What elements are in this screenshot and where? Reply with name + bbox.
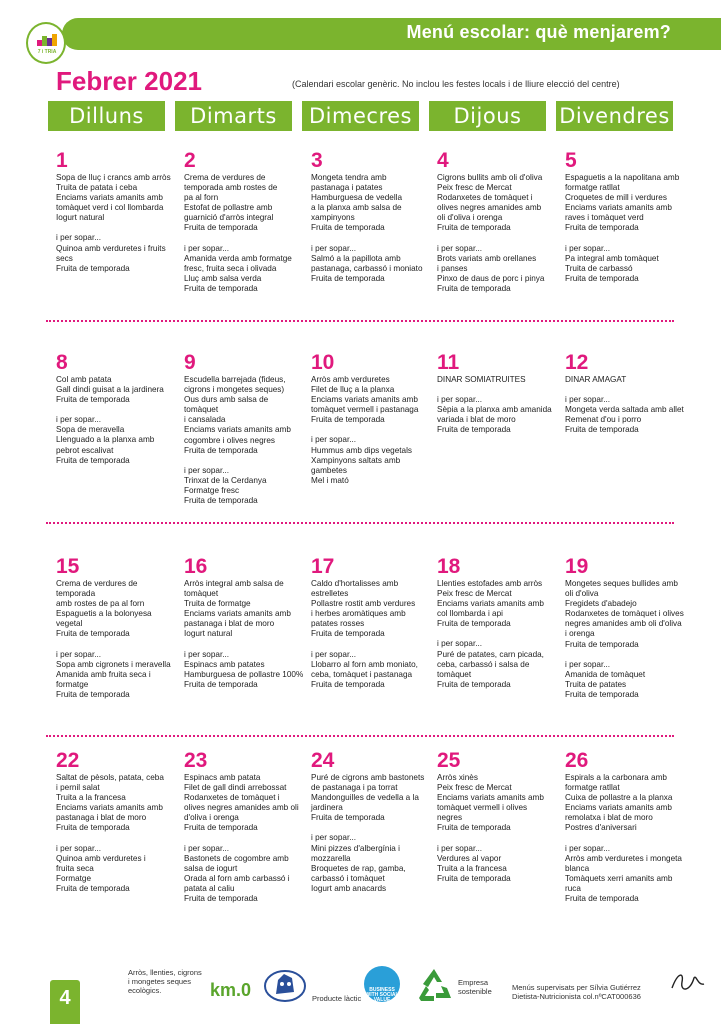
menu-line: i per sopar...: [56, 649, 102, 659]
menu-line: Fruita de temporada: [56, 395, 130, 405]
menu-line: i per sopar...: [565, 659, 611, 669]
day-cell: [437, 150, 557, 294]
menu-line: Enciams variats amanits amb: [56, 193, 163, 203]
menu-line: Postres d'aniversari: [565, 823, 637, 833]
menu-line: Cigrons bullits amb oli d'oliva: [437, 173, 543, 182]
menu-line: mozzarella: [311, 853, 351, 863]
menu-line: Crema de verdures de temporada: [56, 579, 140, 599]
page-title: Menú escolar: què menjarem?: [406, 22, 671, 42]
menu-line: vegetal: [56, 619, 83, 629]
menu-line: Quinoa amb verduretes i fruits: [56, 243, 166, 253]
day-cell: [565, 750, 685, 904]
menu-line: Fruita de temporada: [437, 873, 511, 883]
day-header-dilluns: Dilluns: [48, 101, 165, 131]
menu-line: Mandonguilles de vedella a la: [311, 793, 419, 803]
business-social-value-logo: BUSINESS WITH SOCIAL VALUE: [364, 966, 400, 1002]
menu-line: Sopa de meravella: [56, 425, 125, 435]
menu-line: Fruita de temporada: [437, 679, 511, 689]
menu-line: fruita seca: [56, 863, 94, 873]
menu-line: Hamburguesa de vedella: [311, 193, 403, 203]
menu-line: Fruita de temporada: [56, 823, 130, 833]
menu-line: i per sopar...: [311, 243, 357, 253]
menu-line: Fruita de temporada: [565, 273, 639, 283]
menu-line: Sopa de lluç i crancs amb arròs: [56, 173, 171, 182]
menu-line: Llenguado a la planxa amb: [56, 435, 155, 445]
menu-line: formatge ratllat: [565, 183, 620, 193]
menu-gap: [184, 640, 304, 650]
page-number: 4: [50, 980, 80, 1024]
menu-line: Filet de lluç a la planxa: [311, 385, 395, 395]
day-number: 15: [56, 555, 80, 578]
menu-gap: [437, 234, 557, 244]
menu-line: Espinacs amb patates: [184, 659, 265, 669]
menu-line: i per sopar...: [437, 395, 483, 405]
menu-line: Peix fresc de Mercat: [437, 183, 512, 193]
day-number: 2: [184, 149, 196, 172]
calendar-note: (Calendari escolar genèric. No inclou les festes locals i de lliure elecció del centre): [292, 79, 620, 89]
week-divider: [46, 522, 674, 524]
menu-gap: [311, 640, 431, 650]
week-divider: [46, 320, 674, 322]
menu-line: Fruita de temporada: [565, 425, 639, 435]
menu-gap: [311, 425, 431, 435]
menu-line: i per sopar...: [184, 243, 230, 253]
menu-line: i per sopar...: [184, 649, 230, 659]
menu-line: Lluç amb salsa verda: [184, 273, 262, 283]
day-number: 16: [184, 555, 208, 578]
menu-line: Fruita de temporada: [565, 223, 639, 233]
menu-gap: [311, 823, 431, 833]
menu-line: Truita de patates: [565, 679, 627, 689]
menu-line: Pollastre rostit amb verdures: [311, 599, 416, 609]
menu-line: Fruita de temporada: [184, 496, 258, 506]
menu-line: Salmó a la papillota amb: [311, 253, 401, 263]
menu-line: i pernil salat: [56, 783, 100, 793]
day-cell: [184, 556, 304, 690]
menu-line: i per sopar...: [311, 435, 357, 445]
menu-gap: [437, 834, 557, 844]
menu-line: gambetes: [311, 465, 347, 475]
day-cell: [56, 556, 176, 700]
menu-line: i per sopar...: [56, 415, 102, 425]
menu-line: Fruita de temporada: [311, 813, 385, 823]
menu-line: fresc, fruita seca i olivada: [184, 263, 277, 273]
menu-line: patata al caliu: [184, 883, 235, 893]
menu-line: secs: [56, 253, 73, 263]
menu-line: temporada amb rostes de: [184, 183, 278, 193]
day-cell: [56, 750, 176, 894]
menu-gap: [437, 385, 557, 395]
menu-line: i per sopar...: [437, 243, 483, 253]
day-cell: [184, 750, 304, 904]
day-cell: [184, 150, 304, 294]
menu-gap: [311, 234, 431, 244]
menu-line: Saltat de pèsols, patata, ceba: [56, 773, 164, 782]
menu-line: a la planxa amb salsa de: [311, 203, 402, 213]
menu-line: i per sopar...: [184, 465, 230, 475]
menu-line: Enciams variats amanits amb: [437, 793, 544, 803]
day-number: 5: [565, 149, 577, 172]
menu-line: Enciams variats amanits amb: [184, 609, 291, 619]
menu-line: i per sopar...: [437, 639, 483, 649]
menu-line: Remenat d'ou i porro: [565, 415, 642, 425]
menu-line: Estofat de pollastre amb: [184, 203, 273, 213]
menu-line: Gall dindi guisat a la jardinera: [56, 385, 164, 395]
menu-line: i orenga: [565, 629, 595, 639]
menu-line: d'oliva i orenga: [184, 813, 239, 823]
menu-line: Enciams variats amanits amb: [56, 803, 163, 813]
menu-line: Enciams variats amanits amb: [565, 803, 672, 813]
menu-line: Fruita de temporada: [565, 894, 639, 904]
day-number: 19: [565, 555, 589, 578]
menu-line: olives negres amanides amb: [437, 203, 542, 213]
menu-line: variada i blat de moro: [437, 415, 516, 425]
menu-line: Fruita de temporada: [184, 283, 258, 293]
menu-line: Croquetes de mill i verdures: [565, 193, 667, 203]
menu-line: i per sopar...: [311, 649, 357, 659]
menu-line: Truita a la francesa: [56, 793, 126, 803]
menu-line: jardinera: [311, 803, 343, 813]
menu-line: i per sopar...: [437, 843, 483, 853]
day-cell: [565, 352, 685, 435]
menu-line: Iogurt natural: [56, 213, 105, 223]
menu-line: i per sopar...: [565, 243, 611, 253]
day-cell: [311, 556, 431, 690]
menu-line: Fruita de temporada: [184, 223, 258, 233]
menu-line: Truita a la francesa: [437, 863, 507, 873]
day-number: 25: [437, 749, 461, 772]
day-cell: [565, 556, 685, 700]
week-divider: [46, 735, 674, 737]
menu-line: i per sopar...: [565, 395, 611, 405]
menu-line: Fruita de temporada: [56, 629, 130, 639]
day-number: 3: [311, 149, 323, 172]
menu-line: raves i tomàquet verd: [565, 213, 644, 223]
menu-line: Arròs amb verduretes i mongeta: [565, 853, 682, 863]
menu-gap: [437, 629, 557, 639]
day-number: 9: [184, 351, 196, 374]
menu-line: Fruita de temporada: [56, 689, 130, 699]
menu-line: Llobarro al forn amb moniato,: [311, 659, 418, 669]
menu-line: negres: [437, 813, 463, 823]
menu-line: Peix fresc de Mercat: [437, 589, 512, 599]
menu-line: Fruita de temporada: [184, 894, 258, 904]
menu-line: Pinxo de daus de porc i pinya: [437, 273, 545, 283]
menu-line: i per sopar...: [311, 833, 357, 843]
menu-line: Fruita de temporada: [311, 273, 385, 283]
menu-line: Fruita de temporada: [311, 679, 385, 689]
menu-line: Verdures al vapor: [437, 853, 502, 863]
menu-line: pastanaga i patates: [311, 183, 383, 193]
menu-line: Fruita de temporada: [437, 619, 511, 629]
menu-line: Quinoa amb verduretes i: [56, 853, 146, 863]
day-cell: [184, 352, 304, 506]
signature-icon: [668, 968, 708, 998]
menu-line: amb rostes de pa al forn: [56, 599, 145, 609]
day-number: 8: [56, 351, 68, 374]
day-cell: [311, 150, 431, 284]
menu-line: Rodanxetes de tomàquet i: [184, 793, 280, 803]
day-cell: [437, 750, 557, 884]
menu-gap: [565, 834, 685, 844]
dairy-cow-icon: [262, 966, 308, 1004]
menu-line: Escudella barrejada (fideus,: [184, 375, 286, 384]
month-title: Febrer 2021: [56, 66, 202, 96]
menu-line: Iogurt natural: [184, 629, 233, 639]
day-number: 18: [437, 555, 461, 578]
menu-line: DINAR AMAGAT: [565, 375, 627, 384]
menu-line: i herbes aromàtiques amb: [311, 609, 406, 619]
menu-line: Filet de gall dindi arrebossat: [184, 783, 287, 793]
km0-logo: km.0: [210, 980, 252, 1000]
menu-line: cogombre i olives negres: [184, 435, 276, 445]
menu-line: Arròs xinès: [437, 773, 478, 782]
menu-gap: [184, 834, 304, 844]
sustainable-label: Empresa sostenible: [458, 978, 492, 996]
menu-line: Fruita de temporada: [184, 445, 258, 455]
menu-line: Sèpia a la planxa amb amanida: [437, 405, 552, 415]
menu-gap: [184, 456, 304, 466]
menu-line: carbassó i tomàquet: [311, 873, 385, 883]
menu-gap: [565, 234, 685, 244]
supervision-note: Menús supervisats per Sílvia Gutiérrez Dietista-Nutricionista col.nºCAT000636: [512, 983, 641, 1001]
menu-line: de pastanaga i pa torrat: [311, 783, 398, 793]
menu-line: i per sopar...: [56, 233, 102, 243]
menu-line: salsa de iogurt: [184, 863, 238, 873]
menu-line: Fruita de temporada: [56, 883, 130, 893]
day-header-dimecres: Dimecres: [302, 101, 419, 131]
day-cell: [311, 750, 431, 894]
day-number: 17: [311, 555, 335, 578]
menu-line: Peix fresc de Mercat: [437, 783, 512, 793]
menu-gap: [56, 223, 176, 233]
menu-line: patates rosses: [311, 619, 365, 629]
day-header-dimarts: Dimarts: [175, 101, 292, 131]
menu-line: i panses: [437, 263, 468, 273]
menu-line: estrelletes: [311, 589, 349, 599]
dairy-label: Producte làctic: [312, 994, 362, 1003]
menu-line: Orada al forn amb carbassó i: [184, 873, 290, 883]
logo-bars-icon: [37, 34, 57, 46]
menu-line: Caldo d'hortalisses amb: [311, 579, 399, 588]
menu-line: Rodanxetes de tomàquet i olives: [565, 609, 684, 619]
menu-line: Xampinyons saltats amb: [311, 455, 401, 465]
menu-line: Pa integral amb tomàquet: [565, 253, 659, 263]
menu-line: Mongetes seques bullides amb: [565, 579, 678, 588]
menu-line: Fruita de temporada: [311, 415, 385, 425]
day-cell: [437, 556, 557, 690]
menu-line: formatge: [56, 679, 89, 689]
menu-line: tomàquet: [184, 589, 219, 599]
menu-line: Fruita de temporada: [184, 679, 258, 689]
menu-line: i per sopar...: [56, 843, 102, 853]
menu-line: Tomàquets xerri amanits amb ruca: [565, 873, 675, 893]
day-number: 4: [437, 149, 449, 172]
menu-line: Espaguetis a la bolonyesa: [56, 609, 152, 619]
day-cell: [565, 150, 685, 284]
menu-line: Trinxat de la Cerdanya: [184, 475, 267, 485]
menu-line: Fruita de temporada: [437, 425, 511, 435]
menu-line: tomàquet: [437, 669, 472, 679]
menu-line: Espirals a la carbonara amb: [565, 773, 667, 782]
menu-line: Fruita de temporada: [311, 223, 385, 233]
menu-gap: [565, 385, 685, 395]
menu-gap: [56, 640, 176, 650]
menu-line: tomàquet verd i col llombarda: [56, 203, 164, 213]
day-number: 22: [56, 749, 80, 772]
menu-line: Amanida de tomàquet: [565, 669, 646, 679]
day-number: 26: [565, 749, 589, 772]
menu-gap: [565, 650, 685, 660]
menu-line: i per sopar...: [184, 843, 230, 853]
day-cell: [437, 352, 557, 435]
menu-line: Fruita de temporada: [184, 823, 258, 833]
menu-line: Fregidets d'abadejo: [565, 599, 637, 609]
menu-line: Mongeta verda saltada amb allet: [565, 405, 684, 415]
menu-line: tomàquet vermell i pastanaga: [311, 405, 419, 415]
menu-line: Sopa amb cigronets i meravella: [56, 659, 171, 669]
menu-line: Broquetes de rap, gamba,: [311, 863, 406, 873]
day-cell: [56, 150, 176, 274]
menu-line: Cuixa de pollastre a la planxa: [565, 793, 673, 803]
menu-line: Enciams variats amanits amb: [565, 203, 672, 213]
menu-gap: [56, 405, 176, 415]
menu-line: col llombarda i api: [437, 609, 503, 619]
menu-line: i per sopar...: [565, 843, 611, 853]
menu-line: olives negres amanides amb oli: [184, 803, 299, 813]
menu-line: pa al forn: [184, 193, 219, 203]
menu-line: Bastonets de cogombre amb: [184, 853, 289, 863]
menu-line: DINAR SOMIATRUITES: [437, 375, 526, 384]
menu-line: Enciams variats amanits amb: [311, 395, 418, 405]
menu-line: Enciams variats amanits amb: [437, 599, 544, 609]
menu-line: Fruita de temporada: [565, 689, 639, 699]
menu-line: Iogurt amb anacards: [311, 883, 387, 893]
menu-line: Brots variats amb orellanes: [437, 253, 537, 263]
menu-line: pastanaga i blat de moro: [56, 813, 147, 823]
menu-line: Puré de patates, carn picada,: [437, 649, 544, 659]
menu-line: Rodanxetes de tomàquet i: [437, 193, 533, 203]
menu-line: cigrons i mongetes seques): [184, 385, 285, 395]
menu-line: Amanida amb fruita seca i: [56, 669, 151, 679]
menu-line: Amanida verda amb formatge: [184, 253, 292, 263]
menu-gap: [184, 234, 304, 244]
day-header-divendres: Divendres: [556, 101, 673, 131]
menu-line: Fruita de temporada: [437, 283, 511, 293]
menu-line: blanca: [565, 863, 590, 873]
menu-line: Truita de formatge: [184, 599, 251, 609]
menu-line: Truita de carbassó: [565, 263, 633, 273]
menu-line: Crema de verdures de: [184, 173, 266, 182]
menu-line: Puré de cigrons amb bastonets: [311, 773, 425, 782]
menu-line: Fruita de temporada: [437, 223, 511, 233]
menu-line: oli d'oliva i orenga: [437, 213, 503, 223]
day-cell: [311, 352, 431, 486]
day-number: 23: [184, 749, 208, 772]
menu-line: Fruita de temporada: [56, 455, 130, 465]
menu-line: Hummus amb dips vegetals: [311, 445, 413, 455]
menu-line: ceba, tomàquet i pastanaga: [311, 669, 413, 679]
menu-line: xampinyons: [311, 213, 355, 223]
menu-line: pebrot escalivat: [56, 445, 114, 455]
menu-line: formatge ratllat: [565, 783, 620, 793]
menu-line: Formatge: [56, 873, 92, 883]
menu-line: pastanaga, carbassó i moniato: [311, 263, 423, 273]
day-number: 12: [565, 351, 589, 374]
day-number: 24: [311, 749, 335, 772]
menu-line: guarnició d'arròs integral: [184, 213, 274, 223]
menu-line: tomàquet vermell i olives: [437, 803, 528, 813]
menu-line: negres amanides amb oli d'oliva: [565, 619, 682, 629]
logo-text: 7 i TRIA: [37, 49, 57, 55]
menu-line: Fruita de temporada: [565, 639, 639, 649]
menu-line: Col amb patata: [56, 375, 112, 384]
eco-note: Arròs, llenties, cigrons i mongetes seques ecològics.: [128, 968, 202, 995]
brand-logo: [26, 22, 66, 64]
menu-line: Fruita de temporada: [437, 823, 511, 833]
menu-line: i cansalada: [184, 415, 226, 425]
menu-line: Mini pizzes d'albergínia i: [311, 843, 400, 853]
menu-line: Hamburguesa de pollastre 100%: [184, 669, 304, 679]
day-number: 10: [311, 351, 335, 374]
menu-line: Espaguetis a la napolitana amb: [565, 173, 680, 182]
menu-line: pastanaga i blat de moro: [184, 619, 275, 629]
day-number: 11: [437, 351, 460, 374]
menu-line: remolatxa i blat de moro: [565, 813, 653, 823]
menu-line: Espinacs amb patata: [184, 773, 261, 782]
menu-line: Ous durs amb salsa de tomàquet: [184, 395, 271, 415]
menu-line: Fruita de temporada: [56, 263, 130, 273]
day-header-dijous: Dijous: [429, 101, 546, 131]
recycle-icon: [414, 966, 454, 1004]
menu-line: Mongeta tendra amb: [311, 173, 387, 182]
menu-line: Formatge fresc: [184, 485, 240, 495]
menu-line: Mel i mató: [311, 475, 349, 485]
menu-line: Arròs integral amb salsa de: [184, 579, 284, 588]
menu-line: Arròs amb verduretes: [311, 375, 390, 384]
menu-line: oli d'oliva: [565, 589, 599, 599]
menu-line: Fruita de temporada: [311, 629, 385, 639]
menu-line: Truita de patata i ceba: [56, 183, 138, 193]
menu-line: ceba, carbassó i salsa de: [437, 659, 530, 669]
menu-gap: [56, 834, 176, 844]
menu-line: Llenties estofades amb arròs: [437, 579, 543, 588]
day-cell: [56, 352, 176, 466]
day-number: 1: [56, 149, 68, 172]
menu-line: Enciams variats amanits amb: [184, 425, 291, 435]
